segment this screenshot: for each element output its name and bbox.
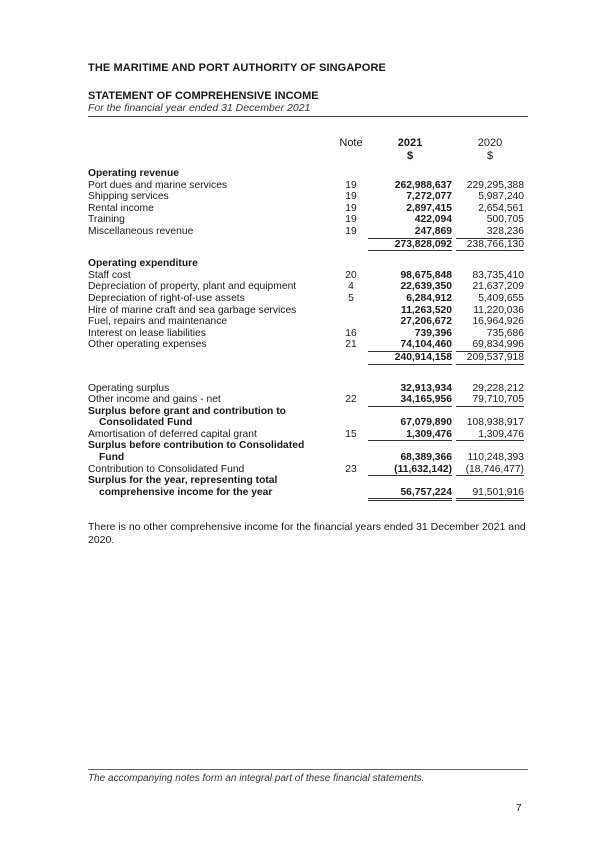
row-value-2021: 67,079,890	[400, 417, 452, 429]
row-value-2020: (18,746,477)	[456, 464, 524, 477]
column-header-2021-year: 2021	[397, 137, 423, 149]
row-label: Miscellaneous revenue	[88, 225, 194, 237]
row-value-2021: 247,869	[368, 226, 452, 239]
table-row	[88, 180, 528, 192]
table-row	[88, 440, 528, 452]
organisation-title: THE MARITIME AND PORT AUTHORITY OF SINGAPORE	[88, 62, 386, 74]
row-label: Other operating expenses	[88, 339, 207, 351]
row-value-2020: 209,537,918	[456, 351, 524, 365]
row-note: 22	[345, 394, 357, 406]
row-value-2021: 422,094	[414, 214, 452, 226]
table-row	[88, 464, 528, 476]
row-label: Operating surplus	[88, 382, 170, 394]
row-value-2020: 83,735,410	[472, 269, 524, 281]
row-label: Consolidated Fund	[99, 417, 193, 429]
table-row	[88, 226, 528, 238]
footer-note: The accompanying notes form an integral part of these financial statements.	[88, 773, 425, 784]
row-note: 23	[345, 463, 357, 475]
row-label: Port dues and marine services	[88, 179, 228, 191]
row-note: 19	[345, 225, 357, 237]
table-row	[88, 203, 528, 215]
row-value-2021: 68,389,366	[400, 452, 452, 464]
table-row	[88, 214, 528, 226]
row-value-2020: 5,409,655	[478, 292, 524, 304]
table-row	[88, 383, 528, 395]
column-header-2021-unit-text: $	[406, 150, 414, 162]
column-header-2021	[368, 137, 452, 149]
row-label: Training	[88, 214, 125, 226]
table-row	[88, 406, 528, 418]
page-number: 7	[516, 803, 522, 814]
row-value-2021: 32,913,934	[400, 382, 452, 394]
row-value-2020: 79,710,705	[456, 394, 524, 407]
row-label: Fuel, repairs and maintenance	[88, 316, 228, 328]
table-row	[88, 429, 528, 441]
row-value-2021: 56,757,224	[368, 487, 452, 502]
column-header-2020: 2020	[477, 137, 503, 149]
table-row	[88, 328, 528, 340]
row-label: Surplus before contribution to Consolidated	[88, 440, 305, 452]
subtotal-row	[88, 351, 528, 363]
row-label: Fund	[99, 452, 125, 464]
table-row	[88, 305, 528, 317]
title-rule	[88, 116, 528, 117]
row-value-2020: 110,248,393	[467, 452, 524, 464]
row-note: 4	[348, 281, 354, 293]
row-label: Surplus for the year, representing total	[88, 475, 278, 487]
row-label: Rental income	[88, 202, 154, 214]
row-value-2020: 500,705	[486, 214, 524, 226]
table-row	[88, 281, 528, 293]
column-header-2020-unit: $	[486, 150, 494, 162]
comprehensive-income-note: There is no other comprehensive income for the financial years ended 31 December 2021 and 2020.	[88, 521, 526, 546]
row-note: 16	[345, 327, 357, 339]
table-row	[88, 258, 528, 270]
row-value-2021: 273,828,092	[368, 238, 452, 252]
row-value-2021: 1,309,476	[368, 429, 452, 442]
table-row	[88, 339, 528, 351]
row-value-2020: 1,309,476	[456, 429, 524, 442]
row-value-2020: 238,766,130	[456, 238, 524, 252]
table-row	[88, 475, 528, 487]
row-value-2021: 27,206,672	[400, 316, 452, 328]
row-label: Other income and gains - net	[88, 394, 221, 406]
row-value-2021: 7,272,077	[406, 191, 452, 203]
row-value-2021: 262,988,637	[394, 179, 452, 191]
statement-period: For the financial year ended 31 December 2021	[88, 102, 311, 114]
row-label: Operating expenditure	[88, 258, 198, 270]
row-value-2020: 16,964,926	[472, 316, 524, 328]
row-note: 19	[345, 202, 357, 214]
row-label: Surplus before grant and contribution to	[88, 405, 286, 417]
row-label: Shipping services	[88, 191, 169, 203]
row-label: Hire of marine craft and sea garbage services	[88, 304, 297, 316]
row-label: Depreciation of right-of-use assets	[88, 292, 245, 304]
income-statement-table	[88, 168, 528, 498]
row-value-2021: 2,897,415	[406, 202, 452, 214]
row-value-2021: 6,284,912	[406, 292, 452, 304]
table-row	[88, 316, 528, 328]
row-value-2021: 739,396	[414, 327, 452, 339]
row-value-2021: (11,632,142)	[368, 464, 452, 477]
row-value-2021: 22,639,350	[400, 281, 452, 293]
table-row	[88, 270, 528, 282]
row-value-2020: 29,228,212	[472, 382, 524, 394]
row-value-2020: 11,220,036	[473, 304, 524, 316]
row-note: 21	[345, 339, 357, 351]
row-label: Interest on lease liabilities	[88, 327, 206, 339]
row-value-2020: 108,938,917	[466, 417, 524, 429]
row-value-2020: 735,686	[486, 327, 524, 339]
row-note: 19	[345, 179, 357, 191]
row-value-2020: 21,637,209	[472, 281, 524, 293]
row-note: 20	[345, 269, 357, 281]
row-label: Amortisation of deferred capital grant	[88, 428, 257, 440]
subtotal-row	[88, 238, 528, 250]
row-note: 5	[348, 292, 354, 304]
row-value-2021: 34,165,956	[368, 394, 452, 407]
row-note: 19	[345, 191, 357, 203]
table-row	[88, 417, 528, 429]
row-note: 19	[345, 214, 357, 226]
footer-rule	[88, 769, 528, 770]
row-label: Contribution to Consolidated Fund	[88, 463, 245, 475]
row-value-2020: 328,236	[456, 226, 524, 239]
row-value-2020: 2,654,561	[478, 202, 524, 214]
row-value-2021: 74,104,460	[368, 339, 452, 352]
table-row	[88, 293, 528, 305]
row-value-2021: 98,675,848	[400, 269, 452, 281]
statement-title: STATEMENT OF COMPREHENSIVE INCOME	[88, 90, 319, 102]
row-value-2020: 5,987,240	[478, 191, 524, 203]
column-header-2021-unit	[368, 150, 452, 162]
row-value-2020: 91,501,916	[456, 487, 524, 502]
table-row	[88, 168, 528, 180]
table-row	[88, 191, 528, 203]
row-value-2020: 69,834,996	[456, 339, 524, 352]
total-row	[88, 487, 528, 499]
row-label: Staff cost	[88, 269, 131, 281]
row-label: comprehensive income for the year	[99, 486, 273, 498]
row-value-2021: 240,914,158	[368, 351, 452, 365]
row-value-2020: 229,295,388	[466, 179, 524, 191]
row-label: Depreciation of property, plant and equipment	[88, 281, 297, 293]
row-label: Operating revenue	[88, 168, 179, 179]
table-row	[88, 452, 528, 464]
row-value-2021: 11,263,520	[401, 304, 452, 316]
column-header-note: Note	[339, 137, 363, 149]
row-note: 15	[345, 428, 357, 440]
table-row	[88, 394, 528, 406]
